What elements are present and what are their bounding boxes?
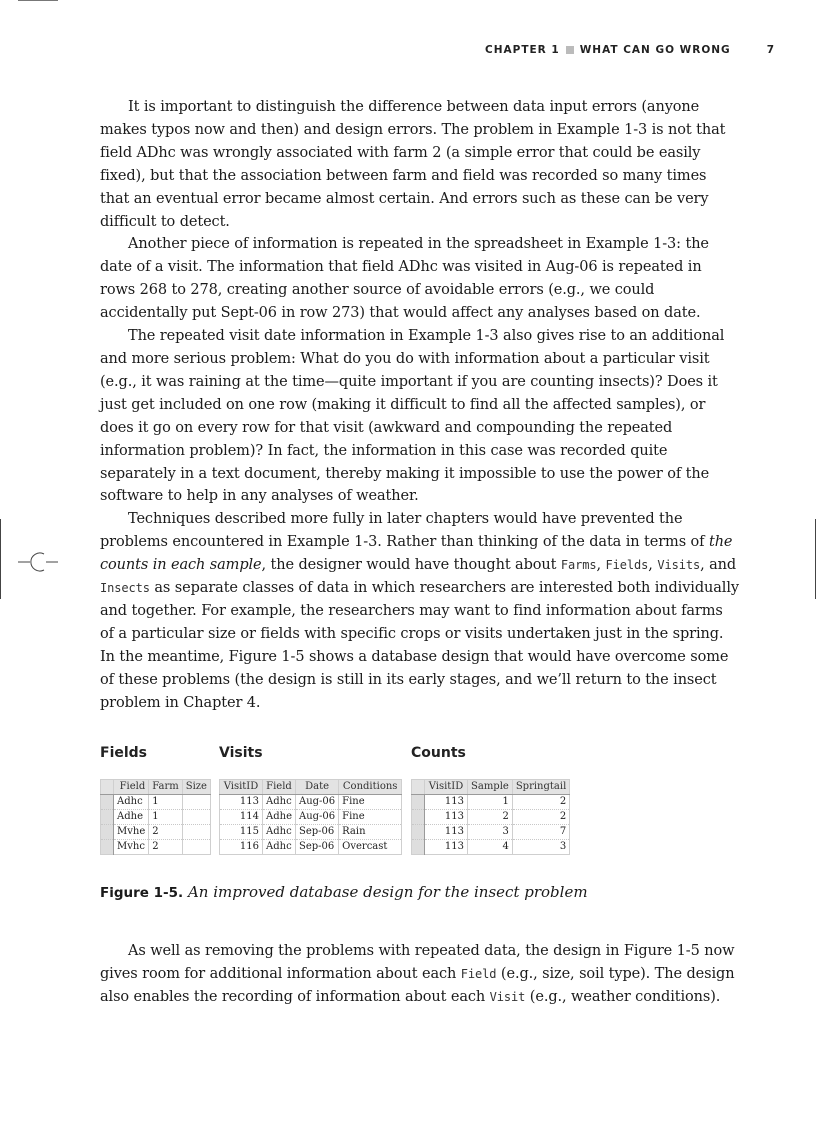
column-header: Sample (468, 780, 513, 795)
table-row: 113 3 7 (412, 825, 570, 840)
column-header: VisitID (425, 780, 468, 795)
row-selector (101, 795, 114, 810)
table-row: 113 2 2 (412, 810, 570, 825)
paragraph-2: Another piece of information is repeated in the spreadsheet in Example 1-3: the date of a visit. The information that field ADhc was visited in Aug-06 is repeated in rows 268 to 278, creating another source of avoidable errors (e.g., we could accidentally put Sept-06 in row 273) that would affect any analyses based on date. (100, 236, 709, 322)
figure-caption-text: An improved database design for the insect problem (187, 883, 588, 901)
counts-table (411, 779, 570, 855)
row-selector (412, 840, 425, 855)
column-header: Conditions (339, 780, 402, 795)
registration-mark-icon (18, 550, 58, 574)
column-header: Size (182, 780, 210, 795)
paragraph-3: The repeated visit date information in Example 1-3 also gives rise to an additional and more serious problem: What do you do with information about a particular visit (e.g., it was raining at the time—quite important if you are counting insects)? Does it just get included on one row (making it difficult to find all the affected samples), or does it go on every row for that visit (awkward and compounding the repeated information problem)? In fact, the information in this case was recorded quite separately in a text document, thereby making it impossible to use the power of the software to help in any analyses of weather. (100, 328, 725, 505)
emphasis: the counts in each sample (100, 534, 733, 574)
chapter-title: WHAT CAN GO WRONG (579, 44, 731, 56)
paragraph-4: Techniques described more fully in later chapters would have prevented the problems encountered in Example 1-3. Rather than thinking of the data in terms of the counts in each sample, the designer would have thought about Farms, Fields, Visits, and Insects as separate classes of data in which researchers are interested both individually and together. For example, the researchers may want to find information about farms of a particular size or fields with specific crops or visits undertaken just in the spring. In the meantime, Figure 1-5 shows a database design that would have overcome some of these problems (the design is still in its early stages, and we’ll return to the insect problem in Chapter 4. (100, 511, 739, 711)
column-header: Field (114, 780, 149, 795)
code-farms: Farms (560, 558, 597, 573)
row-selector-header (412, 780, 425, 795)
code-field: Field (460, 966, 497, 981)
fields-table (100, 779, 211, 855)
row-selector (412, 810, 425, 825)
separator-square-icon (566, 46, 574, 54)
column-header: Field (263, 780, 296, 795)
figure-label: Figure 1-5. (100, 885, 184, 901)
table-row: 113 1 2 (412, 795, 570, 810)
code-insects: Insects (100, 581, 150, 596)
row-selector (101, 810, 114, 825)
row-selector (101, 840, 114, 855)
column-header: VisitID (220, 780, 263, 795)
code-fields: Fields (605, 558, 649, 573)
table-row: Adhe 1 (101, 810, 211, 825)
column-header: Farm (149, 780, 182, 795)
visits-table (219, 779, 402, 855)
table-row: Adhc 1 (101, 795, 211, 810)
visits-table-title: Visits (219, 745, 263, 761)
top-crop-rule (18, 0, 58, 1)
column-header: Springtail (512, 780, 569, 795)
table-row: 114 Adhe Aug-06 Fine (220, 810, 402, 825)
running-head (485, 44, 774, 56)
table-row: Mvhe 2 (101, 825, 211, 840)
figure-1-5 (100, 745, 740, 865)
row-selector (412, 825, 425, 840)
code-visit: Visit (489, 989, 526, 1004)
paragraph-5: As well as removing the problems with repeated data, the design in Figure 1-5 now gives room for additional information about each Field (e.g., size, soil type). The design also enables the recording of information about each Visit (e.g., weather conditions). (100, 943, 735, 1005)
row-selector (101, 825, 114, 840)
code-visits: Visits (657, 558, 701, 573)
chapter-label: CHAPTER 1 (485, 44, 560, 56)
table-row: Mvhc 2 (101, 840, 211, 855)
row-selector-header (101, 780, 114, 795)
paragraph-1: It is important to distinguish the difference between data input errors (anyone makes typos now and then) and design errors. The problem in Example 1-3 is not that field ADhc was wrongly associated with farm 2 (a simple error that could be easily fixed), but that the association between farm and field was recorded so many times that an eventual error became almost certain. And errors such as these can be very difficult to detect. (100, 99, 726, 230)
table-row: 113 4 3 (412, 840, 570, 855)
body-text-after-figure (100, 940, 740, 1009)
table-row: 116 Adhc Sep-06 Overcast (220, 840, 402, 855)
table-row: 113 Adhc Aug-06 Fine (220, 795, 402, 810)
table-row: 115 Adhc Sep-06 Rain (220, 825, 402, 840)
body-text (100, 96, 740, 714)
page-number: 7 (766, 44, 774, 56)
figure-caption (100, 883, 588, 901)
counts-table-title: Counts (411, 745, 466, 761)
left-crop-mark (0, 519, 1, 599)
row-selector (412, 795, 425, 810)
column-header: Date (295, 780, 338, 795)
fields-table-title: Fields (100, 745, 148, 761)
